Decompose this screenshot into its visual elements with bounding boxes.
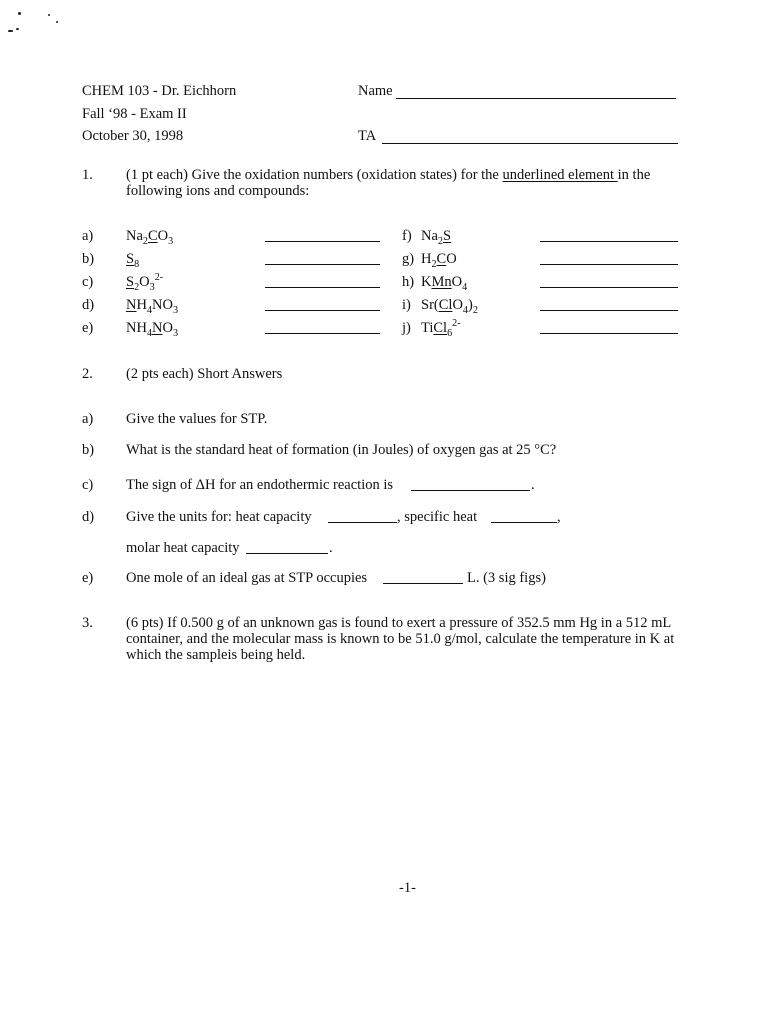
q2-e-text: One mole of an ideal gas at STP occupies <box>126 570 368 586</box>
ta-field[interactable] <box>382 143 678 144</box>
question-3-number: 3. <box>82 615 93 631</box>
q1-item-formula: $NH_4NO_3$ <box>126 297 179 316</box>
ta-label: TA <box>358 128 377 144</box>
q2-c-letter: c) <box>82 477 94 493</box>
scan-speck <box>48 14 50 16</box>
q2-d-text: , <box>557 509 561 525</box>
q2-d-letter: d) <box>82 509 95 525</box>
q2-d-text: , specific heat <box>397 509 478 525</box>
q1-item-letter: i) <box>402 297 411 313</box>
course-title: CHEM 103 - Dr. Eichhorn <box>82 83 237 99</box>
answer-blank[interactable] <box>328 522 397 523</box>
question-1-number: 1. <box>82 167 93 183</box>
answer-blank[interactable] <box>540 333 678 334</box>
q2-b-text: What is the standard heat of formation (in Joules) of oxygen gas at 25 °C? <box>126 442 557 458</box>
q2-c-text: The sign of ΔH for an endothermic reaction is <box>126 477 394 493</box>
q1-item-formula: $Na_2CO_3$ <box>126 228 174 247</box>
q1-item-formula: $H_2CO$ <box>421 251 457 270</box>
scan-speck <box>56 21 58 23</box>
q2-b-letter: b) <box>82 442 95 458</box>
answer-blank[interactable] <box>246 553 328 554</box>
answer-blank[interactable] <box>540 241 678 242</box>
q1-item-letter: g) <box>402 251 415 267</box>
q1-item-formula: $S_2O_3^{2-}$ <box>126 272 164 293</box>
q1-item-formula: $Sr(ClO_4)_2$ <box>421 297 478 316</box>
q2-d-text: molar heat capacity <box>126 540 240 556</box>
q1-item-letter: f) <box>402 228 412 244</box>
q2-d-text: Give the units for: heat capacity <box>126 509 312 525</box>
q2-d-text: . <box>329 540 333 556</box>
answer-blank[interactable] <box>383 583 463 584</box>
q1-item-formula: TiCl$_6^{2-}$ <box>421 318 461 339</box>
name-field[interactable] <box>396 98 676 99</box>
q1-item-letter: j) <box>402 320 411 336</box>
q1-item-letter: b) <box>82 251 95 267</box>
q1-item-formula: $NH_4NO_3$ <box>126 320 179 339</box>
answer-blank[interactable] <box>265 241 380 242</box>
answer-blank[interactable] <box>540 264 678 265</box>
answer-blank[interactable] <box>265 333 380 334</box>
answer-blank[interactable] <box>540 310 678 311</box>
q1-item-letter: c) <box>82 274 94 290</box>
question-2-number: 2. <box>82 366 93 382</box>
q1-item-letter: e) <box>82 320 94 336</box>
exam-date: October 30, 1998 <box>82 128 184 144</box>
q1-item-formula: $S_8$ <box>126 251 140 270</box>
page-number: -1- <box>399 880 416 896</box>
question-3-prompt: (6 pts) If 0.500 g of an unknown gas is found to exert a pressure of 352.5 mm Hg in a 512 mL container, and the molecular mass is known to be 51.0 g/mol, calculate the temperature in K at which the sampleis being held. <box>126 615 675 663</box>
scan-speck <box>16 28 19 30</box>
answer-blank[interactable] <box>411 490 530 491</box>
question-1-prompt: (1 pt each) Give the oxidation numbers (oxidation states) for the underlined element in the following ions and compounds: <box>126 167 651 199</box>
name-label: Name <box>358 83 393 99</box>
q2-a-letter: a) <box>82 411 94 427</box>
q1-item-letter: a) <box>82 228 94 244</box>
answer-blank[interactable] <box>265 310 380 311</box>
answer-blank[interactable] <box>491 522 557 523</box>
q1-item-formula: KMnO$_4$ <box>421 274 468 293</box>
q2-a-text: Give the values for STP. <box>126 411 268 427</box>
answer-blank[interactable] <box>265 264 380 265</box>
q2-c-end: . <box>531 477 535 493</box>
scan-speck <box>18 12 21 15</box>
q1-item-letter: d) <box>82 297 95 313</box>
q1-item-formula: $Na_2S$ <box>421 228 452 247</box>
answer-blank[interactable] <box>540 287 678 288</box>
scan-speck <box>8 30 13 32</box>
q2-e-letter: e) <box>82 570 94 586</box>
question-2-title: (2 pts each) Short Answers <box>126 366 283 382</box>
exam-title: Fall ‘98 - Exam II <box>82 106 187 122</box>
q2-e-text: L. (3 sig figs) <box>467 570 546 586</box>
q1-item-letter: h) <box>402 274 415 290</box>
answer-blank[interactable] <box>265 287 380 288</box>
